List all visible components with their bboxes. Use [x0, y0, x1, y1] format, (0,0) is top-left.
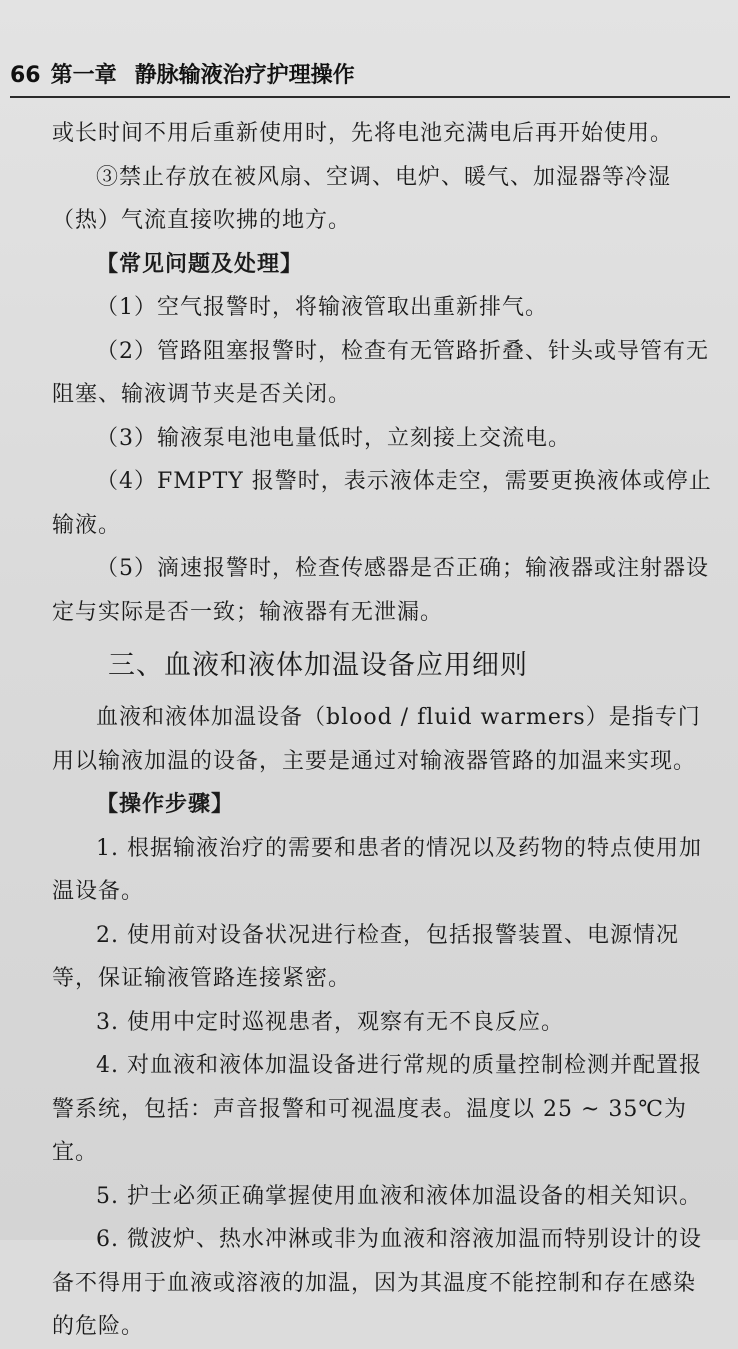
issue-item: （4）FMPTY 报警时，表示液体走空，需要更换液体或停止输液。: [52, 469, 712, 538]
step-item: 3. 使用中定时巡视患者，观察有无不良反应。: [96, 1009, 564, 1035]
step-item: 5. 护士必须正确掌握使用血液和液体加温设备的相关知识。: [96, 1183, 702, 1209]
header-rule: [10, 96, 730, 98]
common-issues-heading: 【常见问题及处理】: [96, 251, 304, 277]
page-number: 66: [10, 63, 41, 88]
body-text: [52, 112, 712, 1349]
issue-item: （2）管路阻塞报警时，检查有无管路折叠、针头或导管有无阻塞、输液调节夹是否关闭。: [52, 338, 709, 407]
paragraph-continued: 或长时间不用后重新使用时，先将电池充满电后再开始使用。: [52, 121, 674, 146]
steps-heading: 【操作步骤】: [96, 792, 235, 817]
step-item: 1. 根据输液治疗的需要和患者的情况以及药物的特点使用加温设备。: [52, 835, 702, 904]
running-header: [10, 58, 355, 89]
step-item: 4. 对血液和液体加温设备进行常规的质量控制检测并配置报警系统，包括：声音报警和可视温度表。温度以 25 ~ 35℃为宜。: [52, 1053, 702, 1165]
section-title: 三、血液和液体加温设备应用细则: [108, 650, 528, 681]
section-intro: 血液和液体加温设备（blood / fluid warmers）是指专门用以输液加温的设备，主要是通过对输液器管路的加温来实现。: [52, 705, 701, 774]
chapter-label: 第一章: [50, 63, 117, 88]
issue-item: （3）输液泵电池电量低时，立刻接上交流电。: [96, 425, 571, 451]
issue-item: （5）滴速报警时，检查传感器是否正确；输液器或注射器设定与实际是否一致；输液器有无泄漏。: [52, 556, 709, 625]
step-item: 6. 微波炉、热水冲淋或非为血液和溶液加温而特别设计的设备不得用于血液或溶液的加温，因为其温度不能控制和存在感染的危险。: [52, 1227, 702, 1339]
paragraph-storage-note: ③禁止存放在被风扇、空调、电炉、暖气、加湿器等冷湿（热）气流直接吹拂的地方。: [52, 164, 672, 233]
step-item: 2. 使用前对设备状况进行检查，包括报警装置、电源情况等，保证输液管路连接紧密。: [52, 922, 679, 991]
issue-item: （1）空气报警时，将输液管取出重新排气。: [96, 295, 548, 320]
chapter-title: 静脉输液治疗护理操作: [134, 63, 355, 88]
